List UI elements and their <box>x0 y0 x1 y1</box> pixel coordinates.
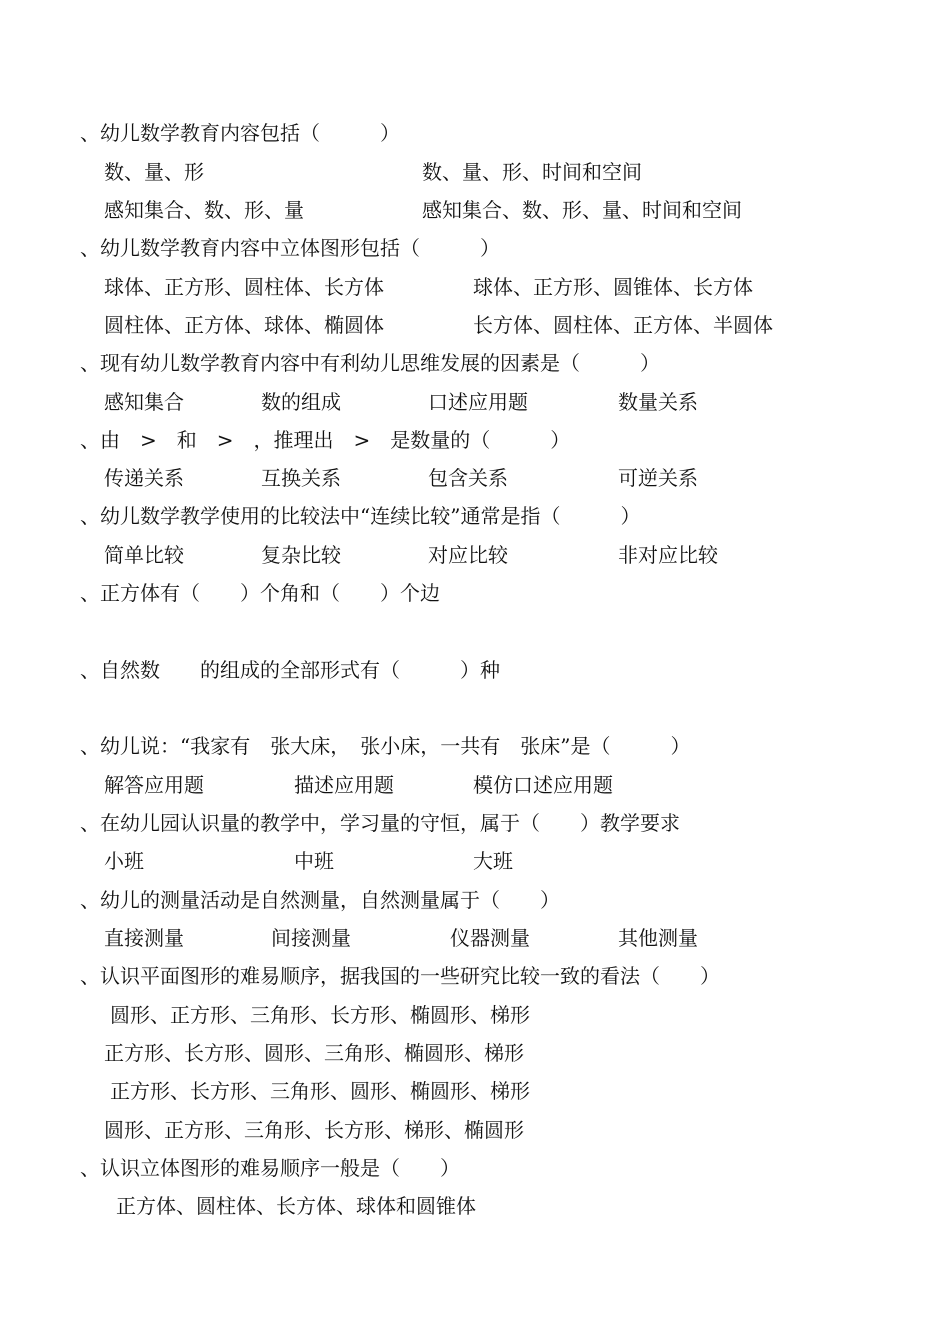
question-12: 、认识立体图形的难易顺序一般是（ ） <box>80 1156 460 1180</box>
option: 长方体、圆柱体、正方体、半圆体 <box>473 313 773 337</box>
option: 感知集合、数、形、量 <box>104 198 304 222</box>
option: 球体、正方形、圆柱体、长方体 <box>104 275 384 299</box>
question-6: 、正方体有（ ）个角和（ ）个边 <box>80 581 440 605</box>
option: 大班 <box>473 849 513 873</box>
question-4: 、由 > 和 > ，推理出 > 是数量的（ ） <box>80 428 571 452</box>
option: 描述应用题 <box>294 773 394 797</box>
question-7: 、自然数 的组成的全部形式有（ ）种 <box>80 658 500 682</box>
option: 非对应比较 <box>618 543 718 567</box>
option: 圆形、正方形、三角形、长方形、梯形、椭圆形 <box>104 1118 524 1142</box>
question-5: 、幼儿数学教学使用的比较法中“连续比较”通常是指（ ） <box>80 504 641 528</box>
option: 仪器测量 <box>450 926 530 950</box>
question-11: 、认识平面图形的难易顺序，据我国的一些研究比较一致的看法（ ） <box>80 964 720 988</box>
option: 圆形、正方形、三角形、长方形、椭圆形、梯形 <box>110 1003 530 1027</box>
option: 传递关系 <box>104 466 184 490</box>
question-9: 、在幼儿园认识量的教学中，学习量的守恒，属于（ ）教学要求 <box>80 811 680 835</box>
option: 数、量、形、时间和空间 <box>422 160 642 184</box>
option: 模仿口述应用题 <box>473 773 613 797</box>
option: 圆柱体、正方体、球体、椭圆体 <box>104 313 384 337</box>
question-10: 、幼儿的测量活动是自然测量，自然测量属于（ ） <box>80 888 560 912</box>
option: 正方形、长方形、三角形、圆形、椭圆形、梯形 <box>110 1079 530 1103</box>
question-1: 、幼儿数学教育内容包括（ ） <box>80 121 400 145</box>
option: 口述应用题 <box>428 390 528 414</box>
option: 数、量、形 <box>104 160 204 184</box>
question-2: 、幼儿数学教育内容中立体图形包括（ ） <box>80 236 500 260</box>
option: 可逆关系 <box>618 466 698 490</box>
option: 小班 <box>104 849 144 873</box>
option: 间接测量 <box>271 926 351 950</box>
option: 包含关系 <box>428 466 508 490</box>
option: 直接测量 <box>104 926 184 950</box>
option: 中班 <box>294 849 334 873</box>
option: 复杂比较 <box>261 543 341 567</box>
option: 数的组成 <box>261 390 341 414</box>
option: 感知集合、数、形、量、时间和空间 <box>422 198 742 222</box>
option: 对应比较 <box>428 543 508 567</box>
option: 感知集合 <box>104 390 184 414</box>
option: 其他测量 <box>618 926 698 950</box>
option: 球体、正方形、圆锥体、长方体 <box>473 275 753 299</box>
question-3: 、现有幼儿数学教育内容中有利幼儿思维发展的因素是（ ） <box>80 351 660 375</box>
option: 简单比较 <box>104 543 184 567</box>
option: 数量关系 <box>618 390 698 414</box>
option: 解答应用题 <box>104 773 204 797</box>
option: 互换关系 <box>261 466 341 490</box>
option: 正方体、圆柱体、长方体、球体和圆锥体 <box>116 1194 476 1218</box>
question-8: 、幼儿说：“我家有 张大床， 张小床，一共有 张床”是（ ） <box>80 734 691 758</box>
option: 正方形、长方形、圆形、三角形、椭圆形、梯形 <box>104 1041 524 1065</box>
